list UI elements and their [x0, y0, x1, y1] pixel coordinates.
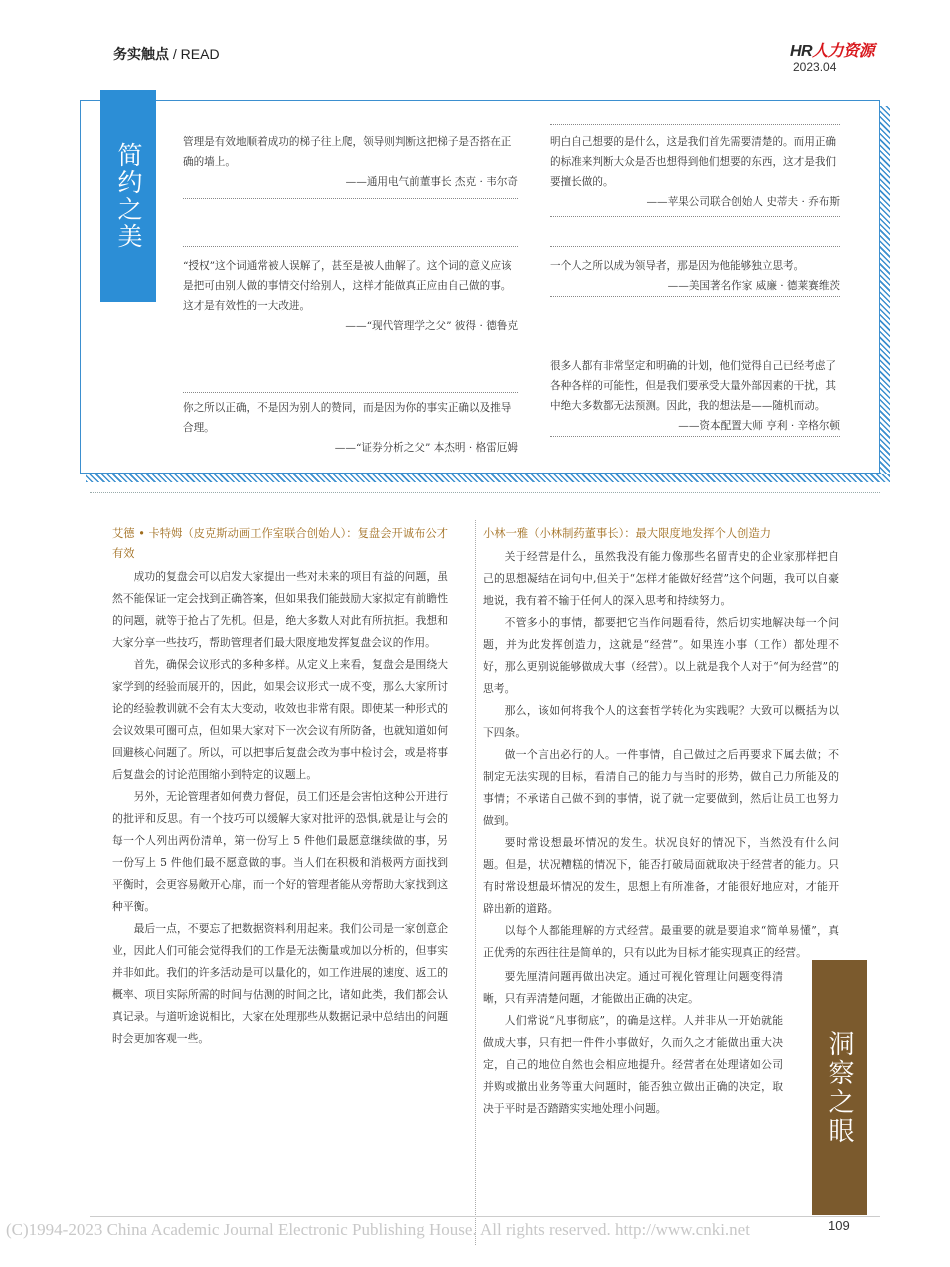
- paragraph: 成功的复盘会可以启发大家提出一些对未来的项目有益的问题，虽然不能保证一定会找到正确答案，但如果我们能鼓励大家拟定有前瞻性的问题，就等于抢占了先机。但是，绝大多数人对此有所抗拒。我想和大家分享一些技巧，帮助管理者们最大限度地发挥复盘会议的作用。: [112, 570, 448, 649]
- paragraph: 不管多小的事情，都要把它当作问题看待，然后切实地解决每一个问题，并为此发挥创造力，这就是“经营”。如果连小事（工作）都处理不好，那么更别说能够做成大事（经营）。以上就是我个人对于“何为经营”的思考。: [483, 616, 839, 695]
- paragraph: 那么，该如何将我个人的这套哲学转化为实践呢？大致可以概括为以下四条。: [483, 704, 839, 739]
- paragraph: 要先厘清问题再做出决定。通过可视化管理让问题变得清晰，只有弄清楚问题，才能做出正确的决定。: [483, 970, 783, 1005]
- divider: [550, 246, 840, 247]
- quote-text: 你之所以正确，不是因为别人的赞同，而是因为你的事实正确以及推导合理。: [183, 402, 512, 434]
- paragraph: 首先，确保会议形式的多种多样。从定义上来看，复盘会是围绕大家学到的经验而展开的，因此，如果会议形式一成不变，那么大家所讨论的经验教训就不会有太大变动，收效也非常有限。即使某一种形式的会议效果可圈可点，但如果大家对下一次会议有所防备，也就知道如何回避核心问题了。所以，可以把事后复盘会改为事中检讨会，或是将事后复盘会的讨论范围缩小到特定的议题上。: [112, 658, 448, 781]
- section-header: [113, 44, 220, 64]
- quote-text: “授权”这个词通常被人误解了，甚至是被人曲解了。这个词的意义应该是把可由别人做的事情交付给别人，这样才能做真正应由自己做的事。这才是有效性的一大改进。: [183, 260, 512, 312]
- magazine-logo: [790, 38, 874, 61]
- quote-1: [183, 132, 518, 199]
- box-shadow-right: [880, 106, 890, 480]
- section-sub: / READ: [169, 46, 220, 62]
- watermark: (C)1994-2023 China Academic Journal Electronic Publishing House. All rights reserved. http://www.cnki.net: [6, 1220, 750, 1239]
- quote-text: 一个人之所以成为领导者，那是因为他能够独立思考。: [550, 260, 805, 272]
- box-shadow-bottom: [86, 474, 890, 482]
- footer-line: [90, 1216, 880, 1217]
- article-right-title: 小林一雅（小林制药董事长）：最大限度地发挥个人创造力: [483, 527, 772, 540]
- paragraph: 要时常设想最坏情况的发生。状况良好的情况下，当然没有什么问题。但是，状况糟糕的情况下，能否打破局面就取决于经营者的能力。只有时常设想最坏情况的发生，思想上有所准备，才能很好地应对，才能开辟出新的道路。: [483, 836, 839, 915]
- quote-text: 管理是有效地顺着成功的梯子往上爬，领导则判断这把梯子是否搭在正确的墙上。: [183, 136, 512, 168]
- quote-source: ——“证券分析之父” 本杰明 · 格雷厄姆: [334, 442, 518, 454]
- logo-hr: HR: [790, 43, 813, 60]
- quote-2: [183, 256, 518, 336]
- paragraph: 人们常说“凡事彻底”，的确是这样。人并非从一开始就能做成大事，只有把一件件小事做好，久而久之才能做出重大决定，自己的地位自然也会相应地提升。经营者在处理诸如公司并购或撤出业务等重大问题时，能否独立做出正确的决定，取决于平时是否踏踏实实地处理小问题。: [483, 1014, 783, 1115]
- paragraph: 关于经营是什么，虽然我没有能力像那些名留青史的企业家那样把自己的思想凝结在词句中,但关于“怎样才能做好经营”这个问题，我可以自豪地说，我有着不输于任何人的深入思考和持续努力。: [483, 550, 839, 607]
- section-separator: [90, 492, 880, 493]
- issue-date: 2023.04: [793, 60, 837, 74]
- quote-text: 明白自己想要的是什么，这是我们首先需要清楚的。而用正确的标准来判断大众是否也想得到他们想要的东西，这才是我们要擅长做的。: [550, 136, 837, 188]
- quote-3: [183, 398, 518, 458]
- quote-source: ——美国著名作家 威廉 · 德莱赛维茨: [667, 280, 840, 292]
- paragraph: 最后一点，不要忘了把数据资料利用起来。我们公司是一家创意企业，因此人们可能会觉得我们的工作是无法衡量或加以分析的，但事实并非如此。我们的许多活动是可以量化的，如工作进展的速度、返工的概率、项目实际所需的时间与估测的时间之比，诸如此类，我们都会认真记录。与道听途说相比，大家在处理那些从数据记录中总结出的问题时会更加客观一些。: [112, 922, 448, 1045]
- quote-4: [550, 132, 840, 217]
- divider: [550, 124, 840, 125]
- section-tag-insight: 洞察之眼: [812, 960, 867, 1215]
- section-title: 务实触点: [113, 46, 169, 62]
- divider: [183, 246, 518, 247]
- article-right-top: [483, 524, 839, 964]
- quote-source: ——通用电气前董事长 杰克 · 韦尔奇: [345, 176, 518, 188]
- quote-5: [550, 256, 840, 297]
- paragraph: 以每个人都能理解的方式经营。最重要的就是要追求“简单易懂”，真正优秀的东西往往是简单的，只有以此为目标才能实现真正的经营。: [483, 924, 839, 959]
- article-left: [112, 524, 448, 1050]
- logo-text: 人力资源: [812, 43, 875, 60]
- quote-source: ——苹果公司联合创始人 史蒂夫 · 乔布斯: [646, 196, 840, 208]
- quote-source: ——资本配置大师 亨利 · 辛格尔顿: [678, 420, 840, 432]
- quote-source: ——“现代管理学之父” 彼得 · 德鲁克: [345, 320, 518, 332]
- divider: [183, 392, 518, 393]
- quote-6: [550, 356, 840, 437]
- quote-text: 很多人都有非常坚定和明确的计划，他们觉得自己已经考虑了各种各样的可能性，但是我们要承受大量外部因素的干扰，其中绝大多数都无法预测。因此，我的想法是——随机而动。: [550, 360, 837, 412]
- article-right-bottom: [483, 966, 783, 1120]
- column-separator: [475, 520, 476, 1245]
- paragraph: 另外，无论管理者如何费力督促，员工们还是会害怕这种公开进行的批评和反思。有一个技巧可以缓解大家对批评的恐惧,就是让与会的每一个人列出两份清单，第一份写上 5 件他们最愿意继续做的事，另一份写上 5 件他们最不愿意做的事。当人们在积极和消极两方面找到平衡时，会更容易敞开心扉，而一个好的管理者能从旁帮助大家找到这种平衡。: [112, 790, 448, 913]
- section-tag-simplicity: 简约之美: [100, 90, 156, 302]
- page-number: 109: [828, 1218, 850, 1233]
- paragraph: 做一个言出必行的人。一件事情，自己做过之后再要求下属去做；不制定无法实现的目标，看清自己的能力与当时的形势，做自己力所能及的事情；不承诺自己做不到的事情，说了就一定要做到，然后让员工也努力做到。: [483, 748, 839, 827]
- article-left-title: 艾德 • 卡特姆（皮克斯动画工作室联合创始人）：复盘会开诚布公才有效: [112, 527, 448, 560]
